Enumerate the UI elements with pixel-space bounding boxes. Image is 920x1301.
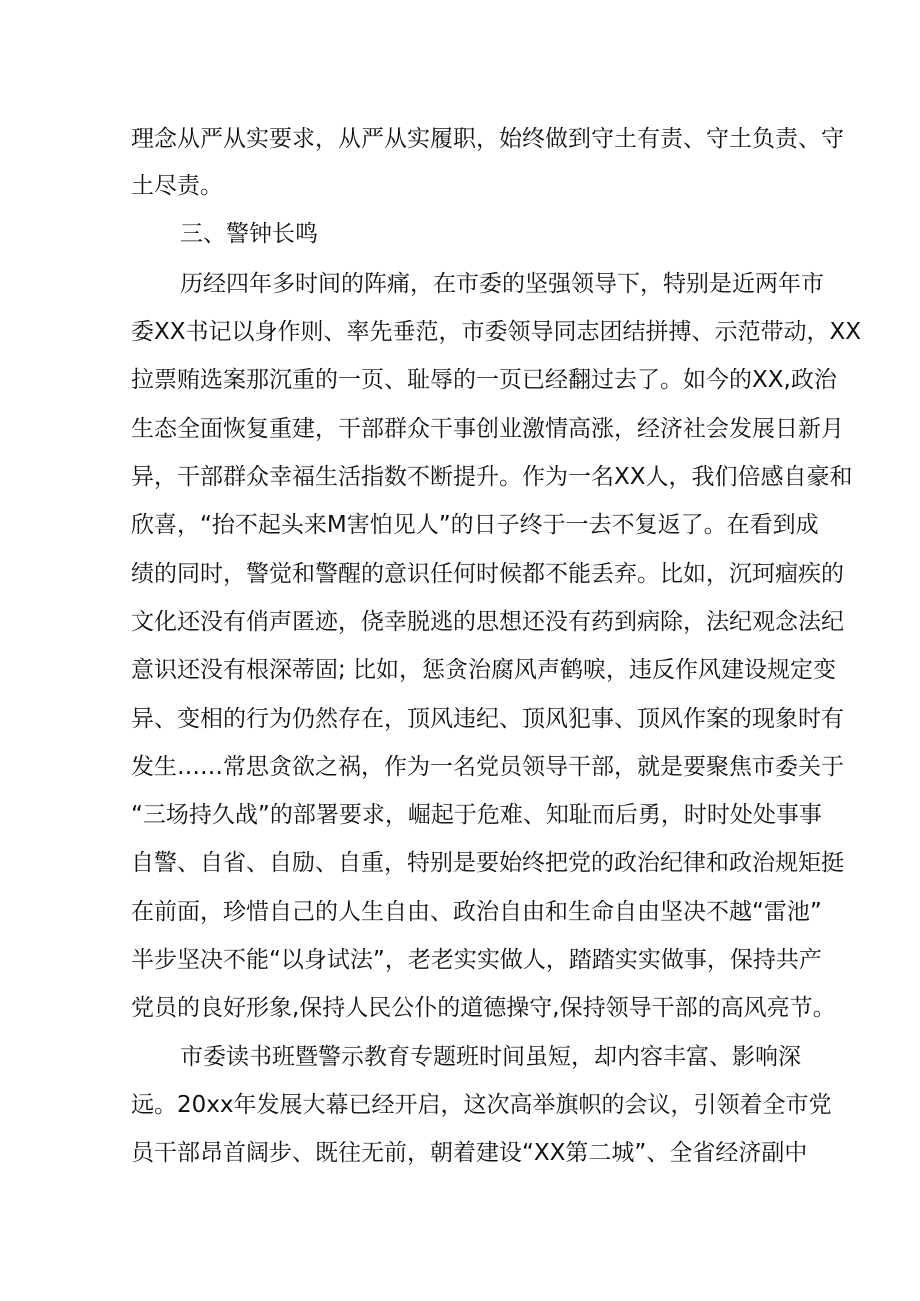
text-line: 拉票贿选案那沉重的一页、耻辱的一页已经翻过去了。如今的XX,政治 xyxy=(131,367,837,393)
text-line: 员干部昂首阔步、既往无前，朝着建设“XX第二城”、全省经济副中 xyxy=(131,1140,808,1166)
text-line: 历经四年多时间的阵痛，在市委的坚强领导下，特别是近两年市 xyxy=(180,271,824,297)
text-line: 绩的同时，警觉和警醒的意识任何时候都不能丢弃。比如，沉珂痼疾的 xyxy=(131,561,844,587)
text-line: 异、变相的行为仍然存在，顶风违纪、顶风犯事、顶风作案的现象时有 xyxy=(131,706,844,732)
text-line: 委XX书记以身作则、率先垂范，市委领导同志团结拼搏、示范带动，XX xyxy=(131,319,862,345)
text-line: 自警、自省、自励、自重，特别是要始终把党的政治纪律和政治规矩挺 xyxy=(131,850,844,876)
text-line: “三场持久战”的部署要求，崛起于危难、知耻而后勇，时时处处事事 xyxy=(131,802,822,828)
text-line: 半步坚决不能“以身试法”，老老实实做人，踏踏实实做事，保持共产 xyxy=(131,947,822,973)
text-line: 土尽责。 xyxy=(131,173,223,199)
text-line: 党员的良好形象,保持人民公仆的道德操守,保持领导干部的高风亮节。 xyxy=(131,995,836,1021)
text-line: 发生……常思贪欲之祸，作为一名党员领导干部，就是要聚焦市委关于 xyxy=(131,754,844,780)
text-line: 在前面，珍惜自己的人生自由、政治自由和生命自由坚决不越“雷池” xyxy=(131,899,822,925)
text-line: 远。20xx年发展大幕已经开启，这次高举旗帜的会议，引领着全市党 xyxy=(131,1092,832,1118)
text-line: 异，干部群众幸福生活指数不断提升。作为一名XX人，我们倍感自豪和 xyxy=(131,464,853,490)
section-heading: 三、警钟长鸣 xyxy=(180,221,318,247)
text-line: 市委读书班暨警示教育专题班时间虽短，却内容丰富、影响深 xyxy=(180,1044,801,1070)
text-line: 意识还没有根深蒂固; 比如，惩贪治腐风声鹤唳，违反作风建设规定变 xyxy=(131,657,837,683)
text-line: 欣喜，“抬不起头来M害怕见人”的日子终于一去不复返了。在看到成 xyxy=(131,512,819,538)
text-line: 理念从严从实要求，从严从实履职，始终做到守土有责、守土负责、守 xyxy=(131,126,844,152)
text-line: 文化还没有俏声匿迹，侥幸脱逃的思想还没有药到病除，法纪观念法纪 xyxy=(131,609,844,635)
text-line: 生态全面恢复重建，干部群众干事创业激情高涨，经济社会发展日新月 xyxy=(131,416,844,442)
